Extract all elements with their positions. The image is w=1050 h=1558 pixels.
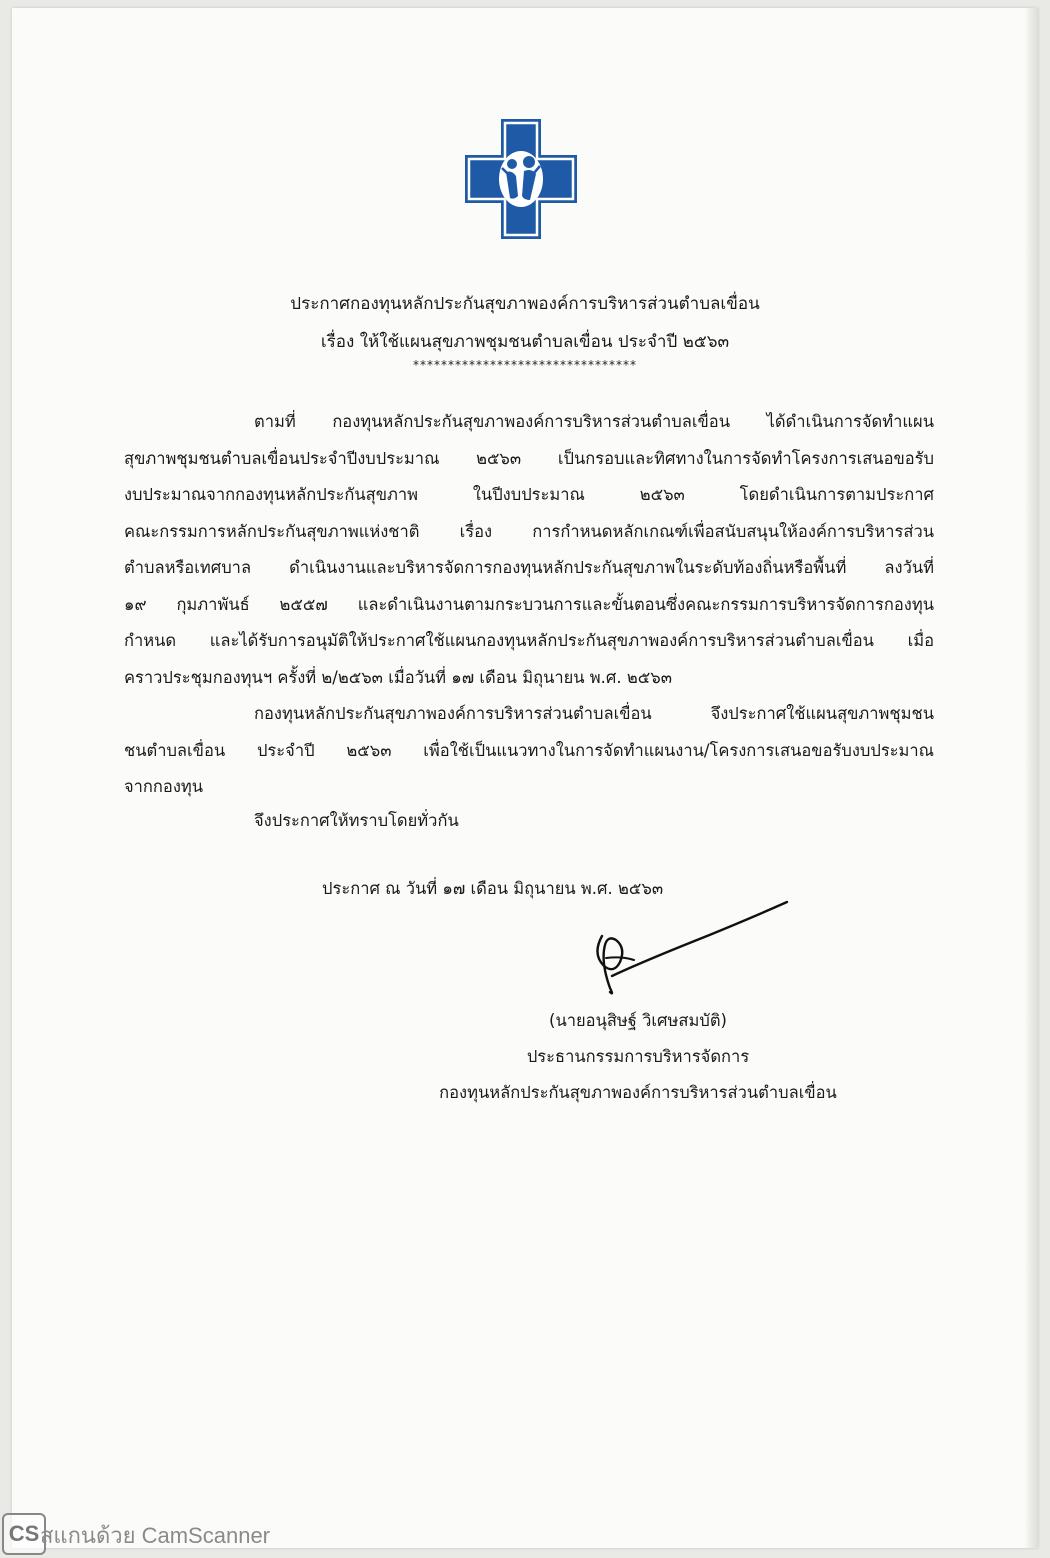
signer-position: ประธานกรรมการบริหารจัดการ <box>526 1047 750 1066</box>
announcement-body <box>124 404 934 806</box>
announcement-date: ประกาศ ณ วันที่ ๑๗ เดือน มิถุนายน พ.ศ. ๒๕๖๓ <box>322 879 664 898</box>
body-line: ๑๙ กุมภาพันธ์ ๒๕๕๗ และดำเนินงานตามกระบวนการและขั้นตอนซึ่งคณะกรรมการบริหารจัดการกองทุน <box>124 594 934 614</box>
health-fund-cross-logo-icon <box>462 116 580 242</box>
body-line: จากกองทุน <box>124 777 204 796</box>
body-line: คราวประชุมกองทุนฯ ครั้งที่ ๒/๒๕๖๓ เมื่อวันที่ ๑๗ เดือน มิถุนายน พ.ศ. ๒๕๖๓ <box>124 667 673 687</box>
announcement-subject: เรื่อง ให้ใช้แผนสุขภาพชุมชนตำบลเขื่อน ประจำปี ๒๕๖๓ <box>320 332 730 352</box>
signer-organization: กองทุนหลักประกันสุขภาพองค์การบริหารส่วนตำบลเขื่อน <box>439 1083 837 1102</box>
document-page <box>12 8 1038 1548</box>
body-line: ชนตำบลเขื่อน ประจำปี ๒๕๖๓ เพื่อใช้เป็นแนวทางในการจัดทำแผนงาน/โครงการเสนอขอรับงบประมาณ <box>124 740 934 760</box>
body-line: กองทุนหลักประกันสุขภาพองค์การบริหารส่วนตำบลเขื่อน จึงประกาศใช้แผนสุขภาพชุมชน <box>254 704 934 723</box>
signer-name: (นายอนุสิษฐ์ วิเศษสมบัติ) <box>549 1011 727 1030</box>
closing-statement: จึงประกาศให้ทราบโดยทั่วกัน <box>254 811 459 830</box>
page-edge-shadow <box>1024 8 1038 1548</box>
handwritten-signature-icon <box>582 896 802 1006</box>
title-separator: ******************************** <box>413 358 637 372</box>
camscanner-logo-icon: CS <box>2 1513 46 1555</box>
body-line: ตำบลหรือเทศบาล ดำเนินงานและบริหารจัดการกองทุนหลักประกันสุขภาพในระดับท้องถิ่นหรือพื้นที่ ลงวันที่ <box>124 558 934 577</box>
body-line: สุขภาพชุมชนตำบลเขื่อนประจำปีงบประมาณ ๒๕๖๓ เป็นกรอบและทิศทางในการจัดทำโครงการเสนอขอรับ <box>124 448 934 468</box>
body-line: คณะกรรมการหลักประกันสุขภาพแห่งชาติ เรื่อง การกำหนดหลักเกณฑ์เพื่อสนับสนุนให้องค์การบริหารส่วน <box>124 521 934 541</box>
camscanner-watermark <box>0 1510 330 1554</box>
camscanner-text: สแกนด้วย CamScanner <box>40 1523 271 1548</box>
body-line: กำหนด และได้รับการอนุมัติให้ประกาศใช้แผนกองทุนหลักประกันสุขภาพองค์การบริหารส่วนตำบลเขื่อน เมื่อ <box>124 631 934 650</box>
body-line: ตามที่ กองทุนหลักประกันสุขภาพองค์การบริหารส่วนตำบลเขื่อน ได้ดำเนินการจัดทำแผน <box>254 412 934 431</box>
body-line: งบประมาณจากกองทุนหลักประกันสุขภาพ ในปีงบประมาณ ๒๕๖๓ โดยดำเนินการตามประกาศ <box>124 485 934 504</box>
announcement-title: ประกาศกองทุนหลักประกันสุขภาพองค์การบริหารส่วนตำบลเขื่อน <box>290 294 760 314</box>
